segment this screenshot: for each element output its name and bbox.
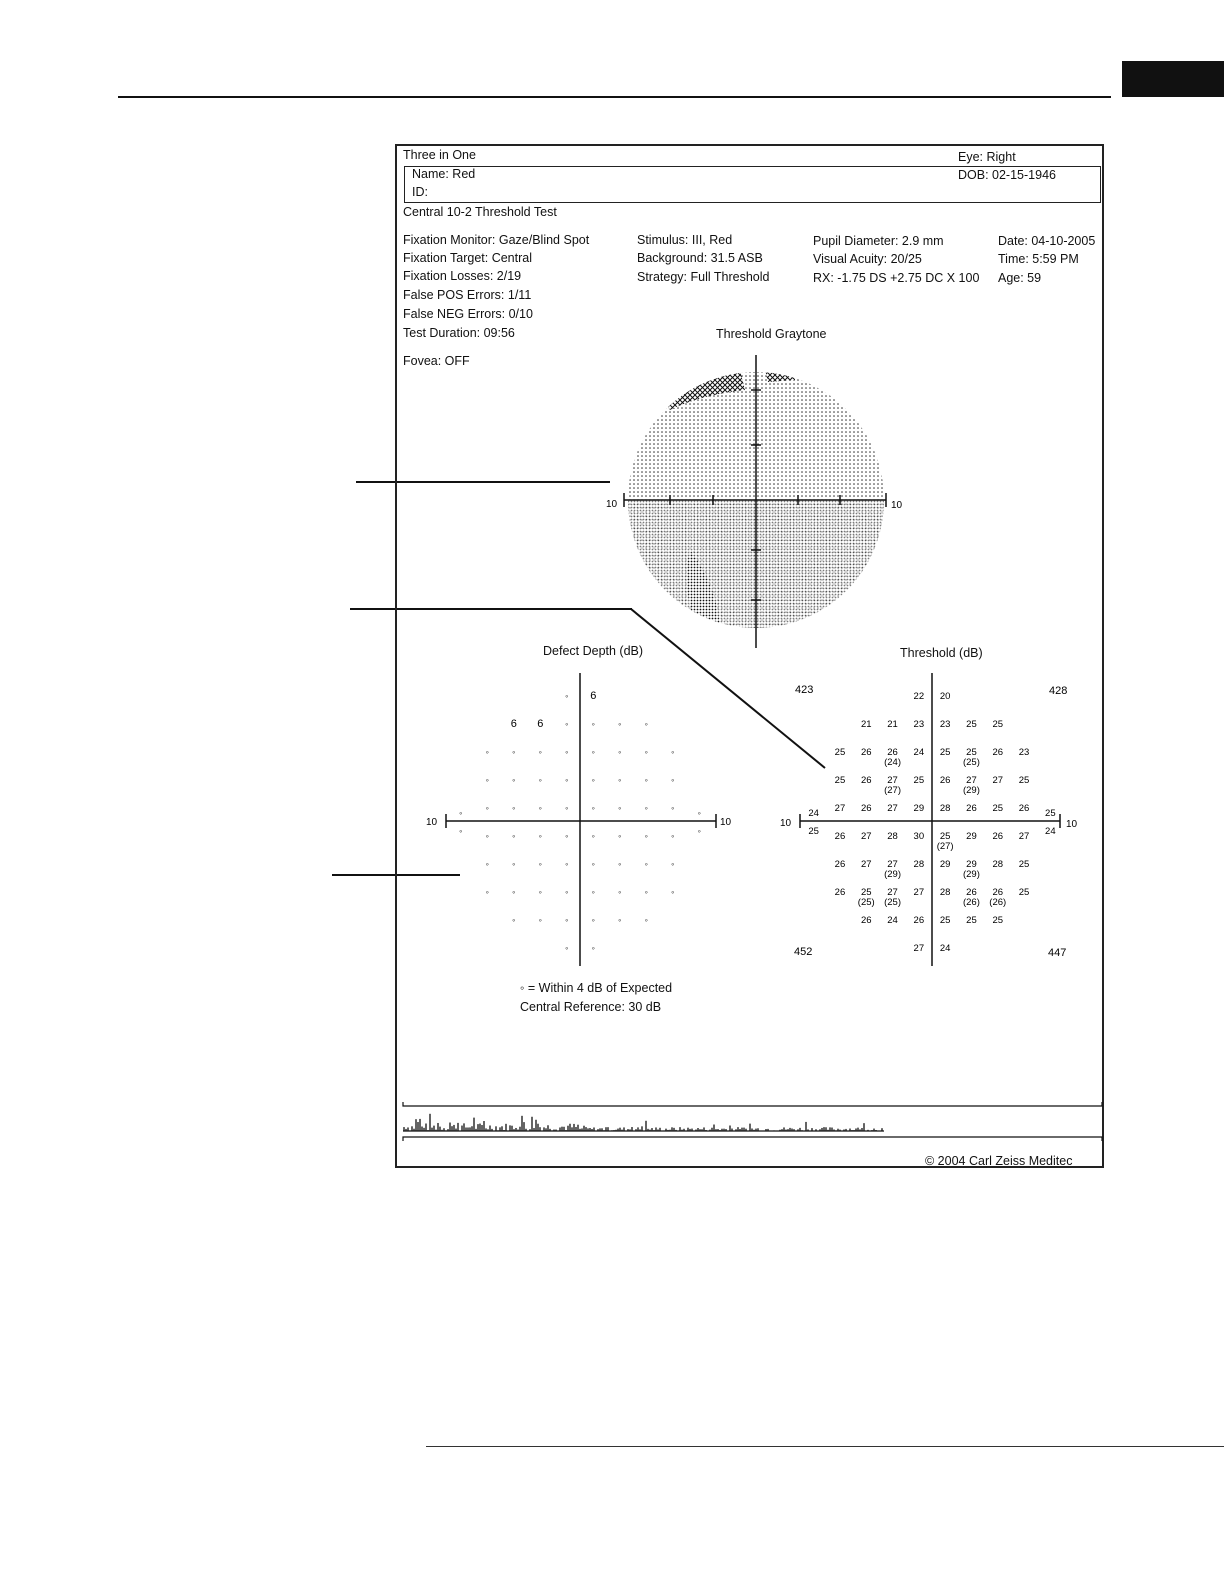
defect-depth-value: ◦ (485, 859, 489, 869)
defect-depth-value: ◦ (565, 831, 569, 841)
threshold-value: 24 (808, 808, 819, 819)
patient-age: Age: 59 (998, 271, 1042, 285)
defect-depth-value: ◦ (591, 747, 595, 757)
threshold-repeat-value: (29) (962, 869, 980, 880)
threshold-value: 20 (939, 691, 951, 702)
test-name: Central 10-2 Threshold Test (403, 205, 557, 219)
threshold-value: 25 (966, 747, 977, 758)
defect-depth-value: ◦ (671, 831, 675, 841)
threshold-quadrant-total-bl: 452 (794, 946, 813, 958)
pupil-diameter: Pupil Diameter: 2.9 mm (813, 234, 944, 248)
patient-name: Name: Red (412, 167, 476, 181)
defect-depth-value: 6 (590, 690, 597, 702)
defect-depth-value: ◦ (591, 803, 595, 813)
defect-depth-value: ◦ (697, 826, 701, 836)
threshold-db-plot (770, 668, 1090, 968)
visual-acuity: Visual Acuity: 20/25 (813, 252, 922, 266)
threshold-value: 28 (939, 887, 951, 898)
threshold-value: 23 (939, 719, 951, 730)
threshold-quadrant-total-br: 447 (1048, 947, 1067, 959)
defect-depth-value: ◦ (512, 915, 516, 925)
threshold-value: 29 (966, 831, 977, 842)
fixation-target: Fixation Target: Central (403, 251, 532, 265)
threshold-value: 27 (834, 803, 846, 814)
threshold-value: 26 (860, 803, 872, 814)
defect-depth-value: ◦ (485, 831, 489, 841)
threshold-repeat-value: (25) (962, 757, 980, 768)
threshold-quadrant-total-tl: 423 (795, 684, 814, 696)
threshold-value: 28 (913, 859, 925, 870)
fovea-status: Fovea: OFF (403, 354, 470, 368)
threshold-value: 25 (992, 719, 1004, 730)
defect-depth-value: ◦ (618, 915, 622, 925)
threshold-value: 26 (992, 831, 1004, 842)
threshold-value: 27 (966, 775, 977, 786)
defect-depth-value: ◦ (512, 747, 516, 757)
threshold-axis-left: 10 (780, 818, 792, 829)
defect-depth-value: ◦ (538, 775, 542, 785)
gaze-tracking-strip (400, 1100, 1106, 1144)
threshold-value: 26 (913, 915, 925, 926)
defect-depth-value: ◦ (485, 887, 489, 897)
defect-depth-value: ◦ (565, 915, 569, 925)
threshold-value: 21 (860, 719, 872, 730)
threshold-value: 26 (1018, 803, 1030, 814)
test-date: Date: 04-10-2005 (998, 234, 1096, 248)
defect-depth-title: Defect Depth (dB) (543, 644, 644, 658)
threshold-value: 25 (834, 775, 846, 786)
threshold-value: 26 (939, 775, 951, 786)
defect-depth-value: ◦ (538, 887, 542, 897)
defect-depth-value: 6 (510, 718, 517, 730)
defect-depth-value: ◦ (618, 887, 622, 897)
threshold-value: 27 (1018, 831, 1030, 842)
defect-depth-plot (420, 668, 740, 968)
defect-depth-value: ◦ (697, 808, 701, 818)
defect-depth-value: ◦ (565, 691, 569, 701)
threshold-repeat-value: (27) (884, 785, 902, 796)
defect-depth-value: ◦ (591, 831, 595, 841)
defect-depth-value: ◦ (644, 775, 648, 785)
defect-depth-value: ◦ (618, 775, 622, 785)
threshold-axis-right: 10 (1066, 819, 1078, 830)
graytone-title: Threshold Graytone (716, 327, 827, 341)
rx-prescription: RX: -1.75 DS +2.75 DC X 100 (813, 271, 980, 285)
threshold-value: 25 (939, 915, 951, 926)
threshold-value: 29 (939, 859, 951, 870)
defect-axis-right: 10 (720, 817, 732, 828)
defect-depth-value: ◦ (512, 831, 516, 841)
defect-depth-value: ◦ (538, 747, 542, 757)
defect-depth-value: ◦ (565, 775, 569, 785)
threshold-value: 25 (1018, 887, 1030, 898)
copyright-notice: © 2004 Carl Zeiss Meditec (925, 1154, 1073, 1168)
fixation-monitor: Fixation Monitor: Gaze/Blind Spot (403, 233, 590, 247)
defect-depth-value: ◦ (671, 775, 675, 785)
threshold-value: 30 (913, 831, 925, 842)
threshold-value: 27 (887, 887, 898, 898)
central-reference: Central Reference: 30 dB (520, 1000, 662, 1014)
defect-depth-value: ◦ (644, 803, 648, 813)
threshold-value: 27 (992, 775, 1004, 786)
threshold-value: 27 (860, 859, 872, 870)
defect-depth-value: ◦ (591, 719, 595, 729)
eye-label: Eye: Right (958, 150, 1016, 164)
threshold-value: 25 (834, 747, 846, 758)
threshold-value: 24 (939, 943, 951, 954)
threshold-repeat-value: (27) (936, 841, 954, 852)
threshold-value: 27 (887, 775, 898, 786)
defect-depth-value: ◦ (644, 747, 648, 757)
threshold-value: 26 (966, 803, 977, 814)
defect-depth-value: ◦ (459, 826, 463, 836)
defect-depth-value: ◦ (565, 859, 569, 869)
defect-depth-value: ◦ (538, 915, 542, 925)
threshold-repeat-value: (24) (884, 757, 902, 768)
threshold-value: 22 (913, 691, 925, 702)
threshold-value: 25 (992, 915, 1004, 926)
test-duration: Test Duration: 09:56 (403, 326, 515, 340)
graytone-axis-right: 10 (891, 500, 903, 511)
threshold-value: 26 (887, 747, 898, 758)
defect-depth-value: ◦ (618, 859, 622, 869)
defect-axes (446, 673, 716, 966)
threshold-value: 21 (887, 719, 898, 730)
threshold-value: 25 (1045, 808, 1056, 819)
threshold-quadrant-total-tr: 428 (1049, 685, 1068, 697)
threshold-value: 27 (913, 943, 925, 954)
threshold-value: 26 (860, 915, 872, 926)
threshold-value: 24 (887, 915, 898, 926)
threshold-value: 25 (860, 887, 872, 898)
defect-depth-value: ◦ (565, 887, 569, 897)
defect-depth-value: ◦ (644, 915, 648, 925)
threshold-value: 26 (860, 775, 872, 786)
defect-depth-value: ◦ (538, 859, 542, 869)
defect-depth-value: ◦ (512, 803, 516, 813)
threshold-value: 25 (992, 803, 1004, 814)
threshold-value: 28 (939, 803, 951, 814)
defect-axis-left: 10 (426, 817, 438, 828)
defect-depth-value: ◦ (565, 943, 569, 953)
defect-depth-value: ◦ (538, 831, 542, 841)
defect-depth-value: ◦ (485, 775, 489, 785)
defect-depth-value: ◦ (591, 887, 595, 897)
threshold-axes (800, 673, 1060, 966)
defect-depth-value: ◦ (644, 887, 648, 897)
threshold-value: 25 (966, 915, 977, 926)
threshold-repeat-value: (25) (857, 897, 875, 908)
threshold-value: 26 (992, 747, 1004, 758)
threshold-value: 26 (834, 859, 846, 870)
defect-depth-value: ◦ (512, 859, 516, 869)
threshold-value: 24 (913, 747, 925, 758)
threshold-value: 26 (992, 887, 1004, 898)
fixation-losses: Fixation Losses: 2/19 (403, 269, 522, 283)
graytone-axis-left: 10 (606, 499, 618, 510)
threshold-repeat-value: (26) (962, 897, 980, 908)
defect-depth-value: ◦ (538, 803, 542, 813)
threshold-repeat-value: (29) (962, 785, 980, 796)
threshold-repeat-value: (26) (989, 897, 1007, 908)
threshold-value: 23 (913, 719, 925, 730)
background: Background: 31.5 ASB (637, 251, 763, 265)
test-time: Time: 5:59 PM (998, 252, 1079, 266)
threshold-value: 26 (966, 887, 977, 898)
threshold-value: 27 (913, 887, 925, 898)
defect-depth-value: ◦ (618, 831, 622, 841)
threshold-repeat-value: (25) (884, 897, 902, 908)
patient-id: ID: (412, 185, 428, 199)
defect-depth-value: ◦ (591, 859, 595, 869)
gaze-tracking-trace (404, 1114, 882, 1131)
defect-depth-value: ◦ (591, 915, 595, 925)
defect-depth-value: ◦ (671, 887, 675, 897)
defect-depth-value: ◦ (565, 719, 569, 729)
defect-depth-value: ◦ (512, 775, 516, 785)
threshold-value: 25 (808, 826, 819, 837)
threshold-value: 26 (834, 831, 846, 842)
section-tab-block (1122, 61, 1224, 97)
defect-depth-value: ◦ (618, 803, 622, 813)
threshold-value: 29 (966, 859, 977, 870)
defect-depth-value: ◦ (485, 747, 489, 757)
false-pos-errors: False POS Errors: 1/11 (403, 288, 532, 302)
threshold-value: 27 (887, 859, 898, 870)
defect-depth-value: ◦ (671, 859, 675, 869)
defect-depth-value: ◦ (565, 747, 569, 757)
threshold-value: 26 (834, 887, 846, 898)
header-rule (118, 96, 1111, 98)
threshold-value: 25 (966, 719, 977, 730)
threshold-value: 27 (887, 803, 898, 814)
defect-depth-value: ◦ (644, 859, 648, 869)
threshold-value: 29 (913, 803, 925, 814)
threshold-value: 28 (992, 859, 1004, 870)
threshold-title: Threshold (dB) (900, 646, 983, 660)
defect-depth-value: ◦ (644, 719, 648, 729)
program-title: Three in One (403, 148, 476, 162)
false-neg-errors: False NEG Errors: 0/10 (403, 307, 533, 321)
defect-depth-value: ◦ (512, 887, 516, 897)
threshold-value: 26 (860, 747, 872, 758)
date-of-birth: DOB: 02-15-1946 (958, 168, 1056, 182)
threshold-value: 27 (860, 831, 872, 842)
threshold-graytone-plot (600, 350, 920, 650)
defect-depth-value: ◦ (485, 803, 489, 813)
threshold-value: 25 (913, 775, 925, 786)
strategy: Strategy: Full Threshold (637, 270, 770, 284)
defect-depth-value: 6 (537, 718, 544, 730)
footer-rule (426, 1446, 1224, 1447)
defect-depth-value: ◦ (591, 943, 595, 953)
graytone-disc (620, 365, 900, 645)
defect-depth-value: ◦ (618, 747, 622, 757)
defect-depth-legend: ◦ = Within 4 dB of Expected (520, 981, 673, 995)
threshold-value: 25 (1018, 775, 1030, 786)
threshold-value: 24 (1045, 826, 1056, 837)
defect-depth-value: ◦ (671, 747, 675, 757)
threshold-value: 25 (939, 831, 951, 842)
threshold-value: 23 (1018, 747, 1030, 758)
defect-depth-value: ◦ (459, 808, 463, 818)
threshold-value: 28 (887, 831, 898, 842)
threshold-repeat-value: (29) (884, 869, 902, 880)
defect-depth-value: ◦ (671, 803, 675, 813)
threshold-value: 25 (1018, 859, 1030, 870)
defect-depth-value: ◦ (644, 831, 648, 841)
threshold-value: 25 (939, 747, 951, 758)
defect-depth-value: ◦ (618, 719, 622, 729)
defect-depth-value: ◦ (591, 775, 595, 785)
defect-depth-value: ◦ (565, 803, 569, 813)
stimulus: Stimulus: III, Red (637, 233, 733, 247)
